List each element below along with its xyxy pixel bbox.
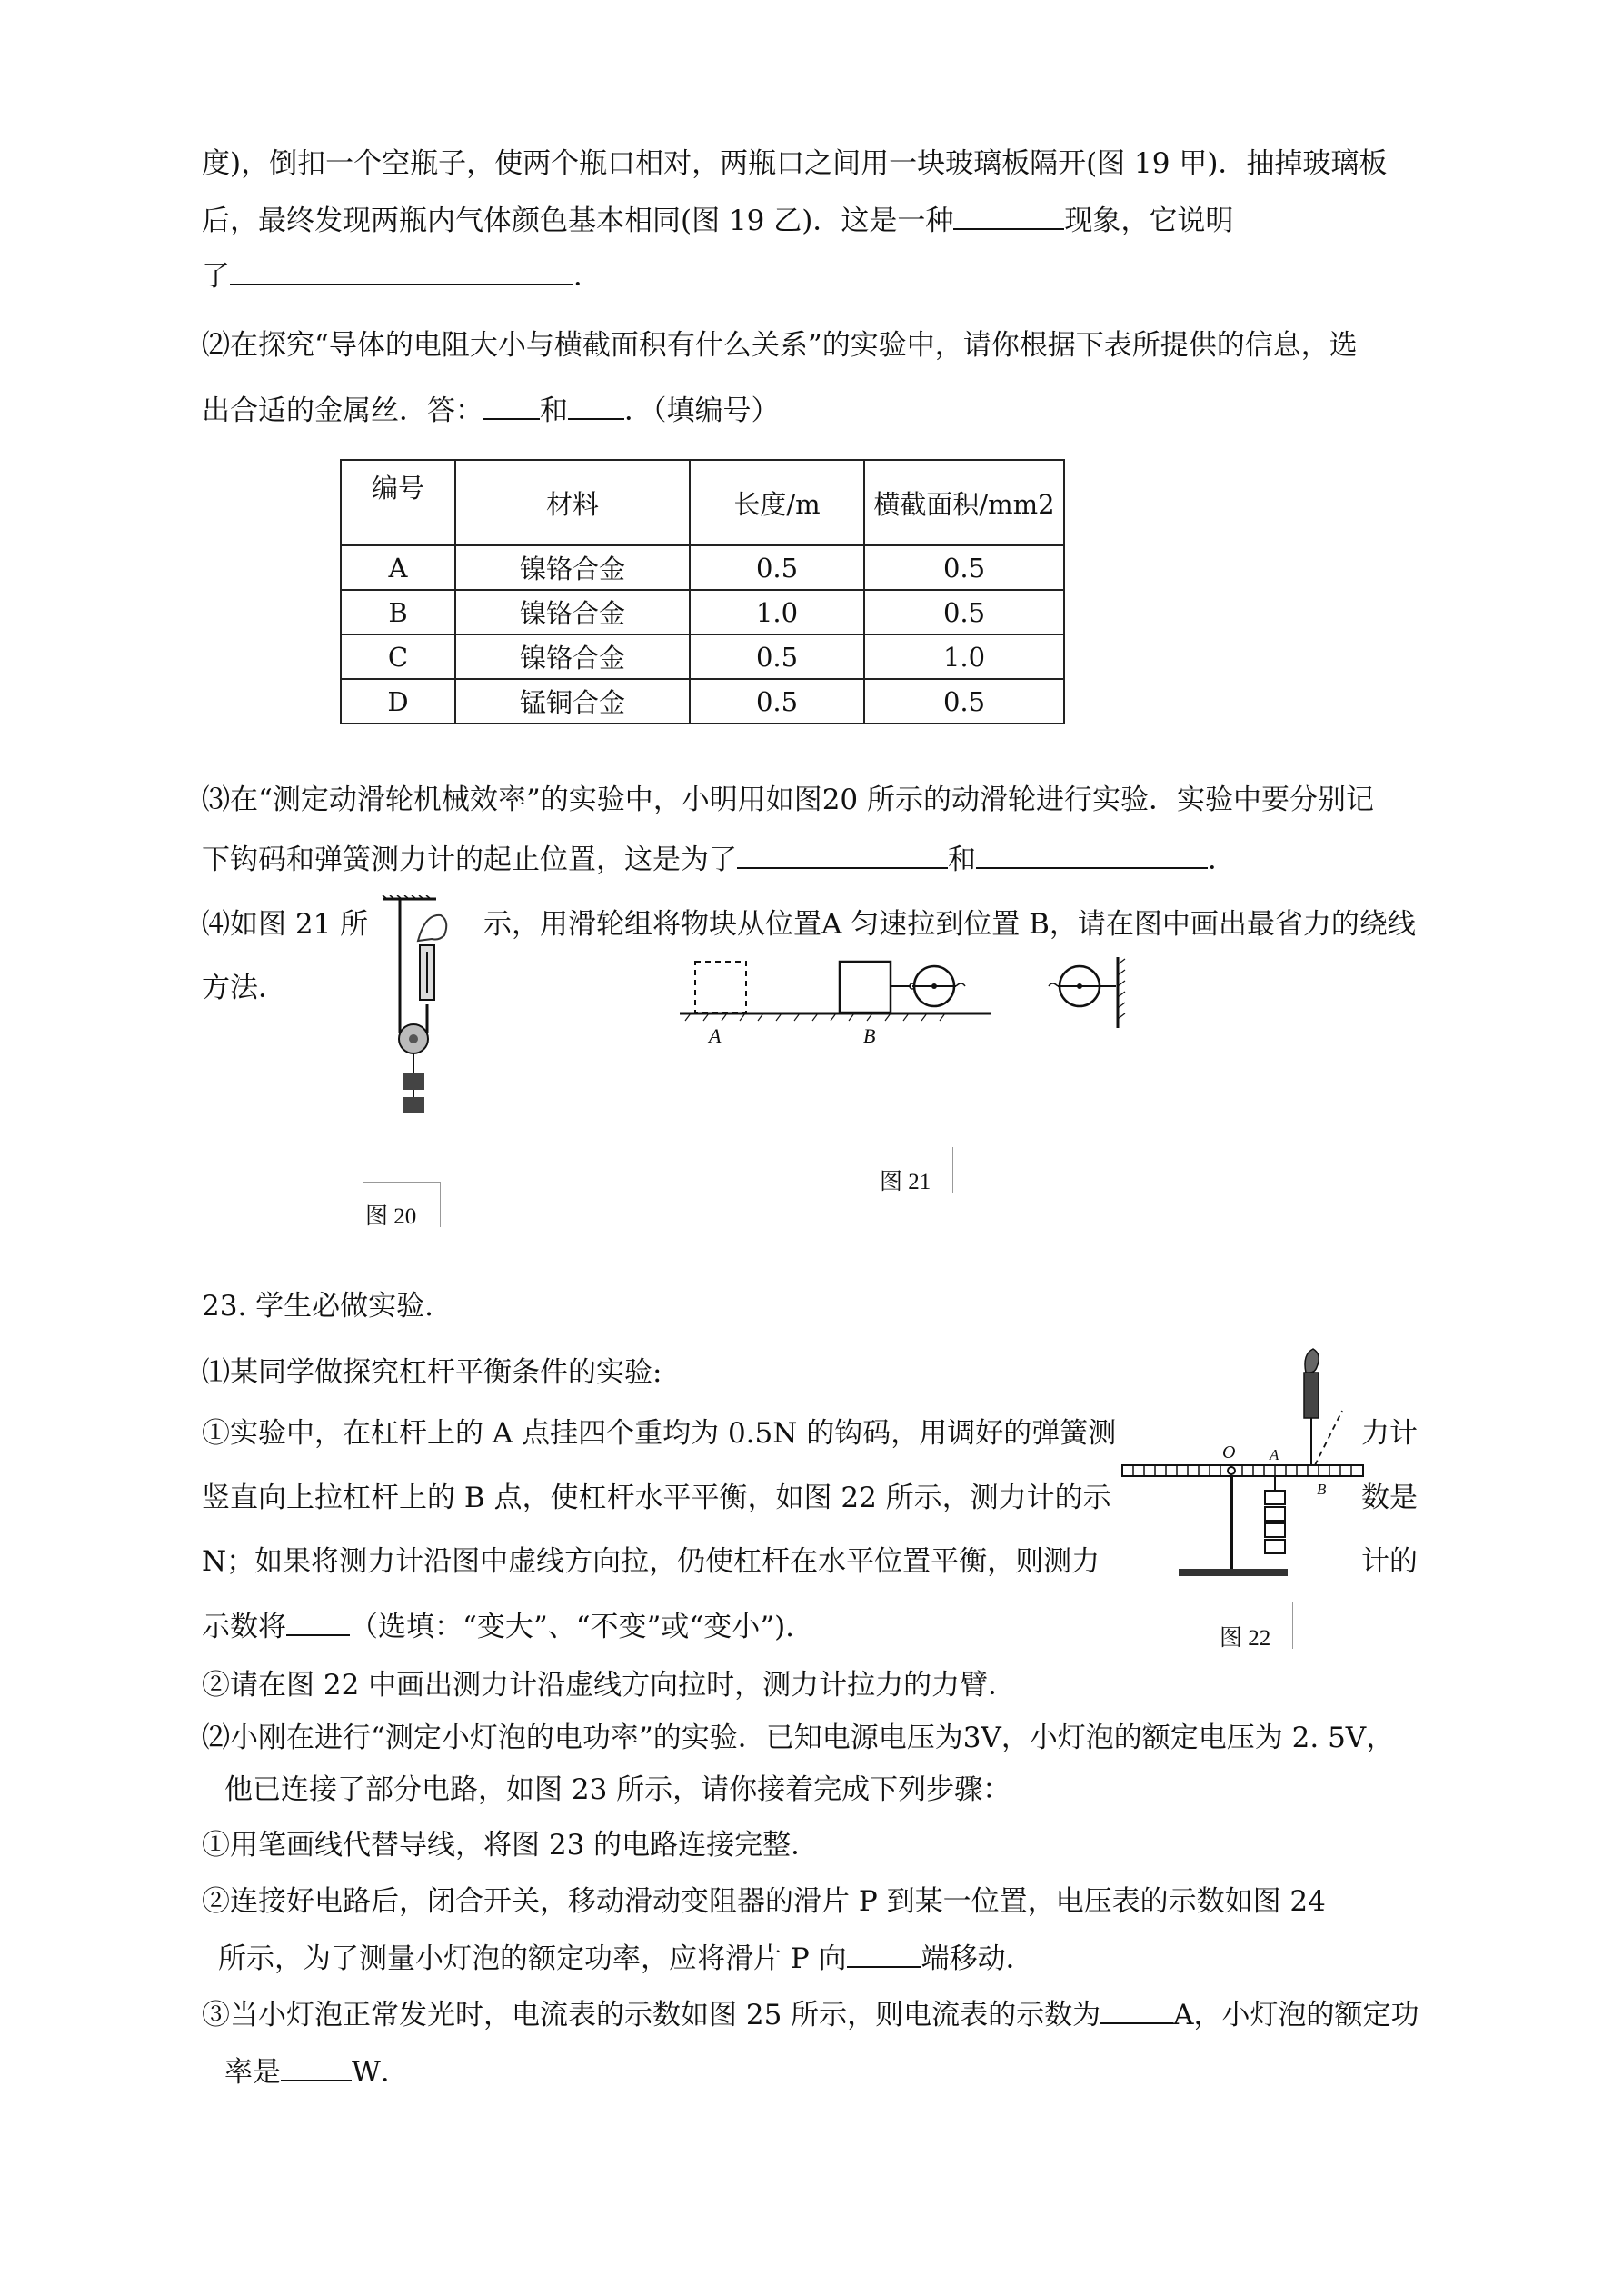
table-cell: 0.5	[864, 679, 1064, 724]
caption-rule	[952, 1147, 953, 1193]
table-cell: B	[341, 590, 455, 634]
text-line: ②连接好电路后，闭合开关，移动滑动变阻器的滑片 P 到某一位置，电压表的示数如图 24	[202, 1885, 1326, 1918]
table-header: 长度/m	[690, 460, 864, 545]
table-cell: 0.5	[864, 545, 1064, 590]
text-line: 方法．	[202, 972, 286, 1004]
question-3: ⑶在“测定动滑轮机械效率”的实验中，小明用如图20 所示的动滑轮进行实验．实验中要分别记	[202, 784, 1374, 816]
answer-blank[interactable]	[483, 391, 540, 420]
table-cell: C	[341, 634, 455, 679]
table-row	[341, 634, 1064, 679]
text-line: 竖直向上拉杠杆上的 B 点，使杠杆水平平衡，如图 22 所示，测力计的示	[202, 1482, 1111, 1514]
question-2: ⑵在探究“导体的电阻大小与横截面积有什么关系”的实验中，请你根据下表所提供的信息，选	[202, 329, 1358, 362]
text-line: 数是	[1361, 1482, 1418, 1514]
text-line: 后，最终发现两瓶内气体颜色基本相同(图 19 乙)．这是一种 现象，它说明	[202, 201, 1233, 239]
text-line: ①实验中，在杠杆上的 A 点挂四个重均为 0.5N 的钩码，用调好的弹簧测	[202, 1417, 1117, 1450]
figure-20-caption: 图 20	[365, 1204, 417, 1229]
table-cell: 0.5	[690, 545, 864, 590]
answer-blank[interactable]	[953, 201, 1064, 230]
pivot-o-label: O	[1222, 1442, 1236, 1462]
text-line: ⑵小刚在进行“测定小灯泡的电功率”的实验．已知电源电压为3V，小灯泡的额定电压为 2. 5V，	[202, 1722, 1395, 1754]
question-23: 23. 学生必做实验.	[202, 1290, 434, 1323]
pulley-figure-20	[382, 895, 491, 1132]
table-cell: 镍铬合金	[455, 590, 690, 634]
text-line: ③当小灯泡正常发光时，电流表的示数如图 25 所示，则电流表的示数为 A，小灯泡的额定功	[202, 1995, 1419, 2033]
table-row	[341, 679, 1064, 724]
materials-table	[340, 459, 1065, 724]
table-cell: 1.0	[864, 634, 1064, 679]
answer-blank[interactable]	[737, 840, 948, 869]
answer-blank[interactable]	[286, 1607, 350, 1636]
point-b-label: B	[1317, 1481, 1327, 1498]
table-cell: 0.5	[690, 679, 864, 724]
text-line: 所示，为了测量小灯泡的额定功率，应将滑片 P 向 端移动．	[218, 1939, 1034, 1977]
text-line: 度)，倒扣一个空瓶子，使两个瓶口相对，两瓶口之间用一块玻璃板隔开(图 19 甲)．抽掉玻璃板	[202, 147, 1388, 180]
caption-rule	[363, 1182, 441, 1183]
table-cell: 锰铜合金	[455, 679, 690, 724]
text-line: 计的	[1361, 1545, 1418, 1578]
table-cell: A	[341, 545, 455, 590]
text-line: ①用笔画线代替导线，将图 23 的电路连接完整．	[202, 1829, 820, 1862]
text-line: ②请在图 22 中画出测力计沿虚线方向拉时，测力计拉力的力臂．	[202, 1669, 1017, 1702]
table-row	[341, 590, 1064, 634]
table-header: 材料	[455, 460, 690, 545]
text-line: 示，用滑轮组将物块从位置A 匀速拉到位置 B，请在图中画出最省力的绕线	[483, 908, 1416, 941]
text-line: 力计	[1361, 1417, 1418, 1450]
answer-blank[interactable]	[976, 840, 1208, 869]
answer-blank[interactable]	[847, 1939, 921, 1968]
text-line: 了 ．	[202, 256, 602, 294]
answer-blank[interactable]	[230, 256, 573, 285]
table-cell: 1.0	[690, 590, 864, 634]
position-b-label: B	[863, 1024, 876, 1047]
figure-21-caption: 图 21	[880, 1170, 931, 1194]
text-line: 出合适的金属丝．答： 和 ．（填编号）	[202, 391, 780, 429]
table-cell: 镍铬合金	[455, 634, 690, 679]
caption-rule	[1292, 1602, 1293, 1649]
table-header: 编号	[341, 460, 455, 545]
pulley-block-figure-21	[672, 950, 1154, 1068]
text-line: 示数将 （选填：“变大”、“不变”或“变小”).	[202, 1607, 794, 1645]
table-cell: 0.5	[864, 590, 1064, 634]
question-4: ⑷如图 21 所	[202, 908, 369, 941]
point-a-label: A	[1270, 1446, 1279, 1463]
lever-figure-22	[1113, 1345, 1386, 1591]
figure-22-caption: 图 22	[1220, 1626, 1271, 1651]
answer-blank[interactable]	[281, 2052, 352, 2081]
text-line: N；如果将测力计沿图中虚线方向拉，仍使杠杆在水平位置平衡，则测力	[202, 1545, 1100, 1578]
caption-rule	[440, 1182, 441, 1227]
text-line: ⑴某同学做探究杠杆平衡条件的实验:	[202, 1356, 662, 1389]
table-cell: 镍铬合金	[455, 545, 690, 590]
text-line: 率是 W．	[224, 2052, 409, 2091]
answer-blank[interactable]	[1100, 1995, 1173, 2024]
table-cell: D	[341, 679, 455, 724]
table-row	[341, 545, 1064, 590]
text-line: 下钩码和弹簧测力计的起止位置，这是为了 和 ．	[202, 840, 1236, 878]
answer-blank[interactable]	[568, 391, 624, 420]
text-line: 他已连接了部分电路，如图 23 所示，请你接着完成下列步骤：	[224, 1773, 1011, 1806]
table-header: 横截面积/mm2	[864, 460, 1064, 545]
table-cell: 0.5	[690, 634, 864, 679]
position-a-label: A	[709, 1024, 722, 1047]
